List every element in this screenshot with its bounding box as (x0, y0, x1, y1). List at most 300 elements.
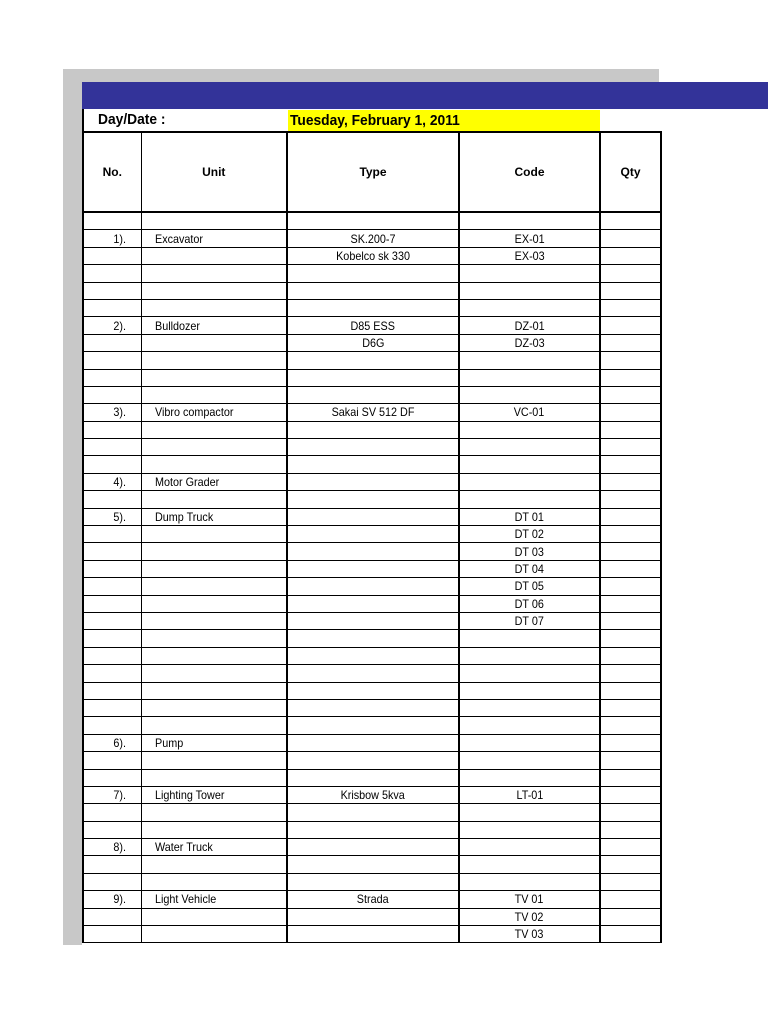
cell-no[interactable] (83, 873, 141, 890)
cell-qty[interactable] (600, 404, 661, 421)
cell-unit[interactable] (141, 352, 287, 369)
cell-code[interactable] (459, 612, 600, 629)
cell-no[interactable] (83, 526, 141, 543)
cell-no[interactable] (83, 665, 141, 682)
cell-code-text: DT 05 (514, 579, 545, 594)
cell-qty[interactable] (600, 421, 661, 438)
cell-unit[interactable] (141, 891, 287, 908)
cell-unit-text: Light Vehicle (154, 892, 216, 907)
cell-code[interactable] (459, 404, 600, 421)
cell-no[interactable] (83, 630, 141, 647)
cell-unit[interactable] (141, 439, 287, 456)
table-row (83, 839, 661, 856)
cell-no[interactable] (83, 543, 141, 560)
table-row (83, 439, 661, 456)
table-row (83, 734, 661, 751)
cell-type[interactable] (287, 543, 459, 560)
cell-unit[interactable] (141, 699, 287, 716)
cell-qty[interactable] (600, 247, 661, 264)
cell-code[interactable] (459, 334, 600, 351)
cell-no[interactable] (83, 839, 141, 856)
cell-unit[interactable] (141, 369, 287, 386)
cell-type[interactable] (287, 212, 459, 230)
cell-code[interactable] (459, 230, 600, 247)
cell-type[interactable] (287, 369, 459, 386)
cell-qty[interactable] (600, 369, 661, 386)
cell-unit[interactable] (141, 595, 287, 612)
cell-code[interactable] (459, 491, 600, 508)
table-row (83, 665, 661, 682)
cell-no[interactable] (83, 491, 141, 508)
cell-type[interactable] (287, 647, 459, 664)
cell-code-text: EX-01 (514, 231, 545, 246)
table-row (83, 491, 661, 508)
cell-qty[interactable] (600, 717, 661, 734)
table-row (83, 769, 661, 786)
cell-qty[interactable] (600, 612, 661, 629)
cell-unit[interactable] (141, 926, 287, 943)
cell-code[interactable] (459, 908, 600, 925)
cell-no[interactable] (83, 247, 141, 264)
table-row (83, 595, 661, 612)
cell-code-text: DT 03 (514, 544, 545, 559)
cell-unit[interactable] (141, 612, 287, 629)
cell-code[interactable] (459, 473, 600, 490)
cell-code[interactable] (459, 699, 600, 716)
cell-qty[interactable] (600, 317, 661, 334)
cell-no[interactable] (83, 421, 141, 438)
cell-code-text: EX-03 (514, 248, 545, 263)
date-value: Tuesday, February 1, 2011 (290, 112, 460, 129)
cell-type-text: D6G (361, 335, 385, 350)
cell-no[interactable] (83, 856, 141, 873)
table-row (83, 282, 661, 299)
cell-unit[interactable] (141, 769, 287, 786)
cell-type[interactable] (287, 891, 459, 908)
cell-type[interactable] (287, 439, 459, 456)
table-row (83, 873, 661, 890)
equipment-sheet (82, 109, 660, 943)
cell-qty[interactable] (600, 647, 661, 664)
cell-code[interactable] (459, 786, 600, 803)
table-row (83, 247, 661, 264)
cell-unit[interactable] (141, 908, 287, 925)
table-row (83, 386, 661, 403)
cell-unit-text: Dump Truck (154, 509, 213, 524)
cell-no[interactable] (83, 317, 141, 334)
cell-no[interactable] (83, 682, 141, 699)
cell-qty[interactable] (600, 456, 661, 473)
cell-no-text: 4). (113, 475, 127, 490)
cell-code[interactable] (459, 456, 600, 473)
cell-type[interactable] (287, 508, 459, 525)
cell-code-text: VC-01 (514, 405, 545, 420)
cell-qty[interactable] (600, 265, 661, 282)
cell-type[interactable] (287, 839, 459, 856)
cell-code[interactable] (459, 873, 600, 890)
cell-qty[interactable] (600, 299, 661, 316)
table-row (83, 682, 661, 699)
table-row (83, 334, 661, 351)
cell-type[interactable] (287, 560, 459, 577)
table-body (83, 212, 661, 943)
cell-no-text: 3). (113, 405, 127, 420)
date-value-cell[interactable] (288, 110, 600, 131)
cell-code[interactable] (459, 508, 600, 525)
cell-qty[interactable] (600, 891, 661, 908)
cell-unit[interactable] (141, 560, 287, 577)
cell-no[interactable] (83, 439, 141, 456)
cell-type-text: Krisbow 5kva (340, 788, 406, 803)
cell-no[interactable] (83, 212, 141, 230)
cell-code[interactable] (459, 369, 600, 386)
cell-qty[interactable] (600, 439, 661, 456)
date-row (82, 109, 660, 131)
cell-type[interactable] (287, 682, 459, 699)
cell-code[interactable] (459, 682, 600, 699)
cell-qty[interactable] (600, 595, 661, 612)
cell-qty[interactable] (600, 578, 661, 595)
cell-type[interactable] (287, 926, 459, 943)
cell-unit[interactable] (141, 456, 287, 473)
cell-code[interactable] (459, 856, 600, 873)
cell-no[interactable] (83, 282, 141, 299)
cell-no[interactable] (83, 386, 141, 403)
cell-qty[interactable] (600, 560, 661, 577)
cell-qty[interactable] (600, 873, 661, 890)
cell-code-text: TV 03 (515, 927, 544, 942)
cell-code[interactable] (459, 439, 600, 456)
cell-code[interactable] (459, 647, 600, 664)
cell-unit[interactable] (141, 212, 287, 230)
cell-type-text: D85 ESS (350, 318, 396, 333)
cell-unit[interactable] (141, 334, 287, 351)
cell-unit[interactable] (141, 856, 287, 873)
cell-unit[interactable] (141, 282, 287, 299)
cell-no-text: 2). (113, 318, 127, 333)
cell-no[interactable] (83, 508, 141, 525)
cell-type[interactable] (287, 804, 459, 821)
cell-no[interactable] (83, 734, 141, 751)
cell-code[interactable] (459, 839, 600, 856)
cell-qty[interactable] (600, 665, 661, 682)
cell-code[interactable] (459, 821, 600, 838)
cell-unit-text: Excavator (154, 231, 203, 246)
cell-type[interactable] (287, 352, 459, 369)
cell-code[interactable] (459, 595, 600, 612)
cell-code-text: TV 02 (515, 909, 544, 924)
cell-qty[interactable] (600, 734, 661, 751)
col-header-code: Code (459, 132, 600, 212)
table-row (83, 352, 661, 369)
cell-code[interactable] (459, 265, 600, 282)
cell-qty[interactable] (600, 821, 661, 838)
cell-unit[interactable] (141, 299, 287, 316)
table-row (83, 230, 661, 247)
cell-qty[interactable] (600, 839, 661, 856)
cell-qty[interactable] (600, 473, 661, 490)
cell-type[interactable] (287, 665, 459, 682)
cell-unit[interactable] (141, 317, 287, 334)
cell-qty[interactable] (600, 699, 661, 716)
table-row (83, 421, 661, 438)
cell-type[interactable] (287, 734, 459, 751)
cell-unit[interactable] (141, 665, 287, 682)
cell-no-text: 8). (113, 840, 127, 855)
table-row (83, 647, 661, 664)
cell-unit-text: Bulldozer (154, 318, 200, 333)
table-row (83, 804, 661, 821)
cell-no[interactable] (83, 404, 141, 421)
cell-qty[interactable] (600, 786, 661, 803)
cell-code[interactable] (459, 578, 600, 595)
table-row (83, 856, 661, 873)
col-header-qty: Qty (600, 132, 661, 212)
cell-no[interactable] (83, 456, 141, 473)
cell-unit[interactable] (141, 473, 287, 490)
cell-code[interactable] (459, 386, 600, 403)
cell-unit[interactable] (141, 752, 287, 769)
cell-type[interactable] (287, 473, 459, 490)
cell-code[interactable] (459, 526, 600, 543)
cell-no[interactable] (83, 769, 141, 786)
cell-qty[interactable] (600, 334, 661, 351)
cell-code[interactable] (459, 560, 600, 577)
cell-type[interactable] (287, 699, 459, 716)
cell-unit[interactable] (141, 786, 287, 803)
table-row (83, 526, 661, 543)
cell-no[interactable] (83, 595, 141, 612)
cell-no[interactable] (83, 369, 141, 386)
cell-unit[interactable] (141, 421, 287, 438)
col-header-type: Type (287, 132, 459, 212)
cell-type[interactable] (287, 265, 459, 282)
cell-code-text: DT 06 (514, 596, 545, 611)
cell-type[interactable] (287, 769, 459, 786)
cell-type[interactable] (287, 578, 459, 595)
cell-qty[interactable] (600, 908, 661, 925)
cell-no[interactable] (83, 786, 141, 803)
cell-no[interactable] (83, 265, 141, 282)
cell-code[interactable] (459, 352, 600, 369)
cell-type-text: SK.200-7 (350, 231, 396, 246)
title-band (82, 82, 768, 109)
table-row (83, 752, 661, 769)
cell-code[interactable] (459, 752, 600, 769)
cell-code[interactable] (459, 543, 600, 560)
cell-unit[interactable] (141, 734, 287, 751)
cell-no[interactable] (83, 699, 141, 716)
cell-qty[interactable] (600, 926, 661, 943)
table-row (83, 212, 661, 230)
cell-code[interactable] (459, 421, 600, 438)
cell-unit[interactable] (141, 526, 287, 543)
cell-no[interactable] (83, 908, 141, 925)
table-row (83, 317, 661, 334)
cell-qty[interactable] (600, 282, 661, 299)
table-row (83, 786, 661, 803)
cell-code[interactable] (459, 891, 600, 908)
cell-type[interactable] (287, 299, 459, 316)
cell-code[interactable] (459, 247, 600, 264)
cell-code[interactable] (459, 734, 600, 751)
cell-code-text: DZ-03 (514, 335, 545, 350)
cell-type[interactable] (287, 386, 459, 403)
cell-qty[interactable] (600, 856, 661, 873)
table-row (83, 926, 661, 943)
cell-no[interactable] (83, 752, 141, 769)
cell-qty[interactable] (600, 682, 661, 699)
cell-unit[interactable] (141, 839, 287, 856)
cell-type[interactable] (287, 421, 459, 438)
cell-type[interactable] (287, 856, 459, 873)
table-row (83, 612, 661, 629)
cell-no[interactable] (83, 230, 141, 247)
table-row (83, 456, 661, 473)
table-row (83, 299, 661, 316)
table-row (83, 908, 661, 925)
cell-unit-text: Vibro compactor (154, 405, 233, 420)
cell-no[interactable] (83, 804, 141, 821)
cell-unit[interactable] (141, 230, 287, 247)
cell-qty[interactable] (600, 386, 661, 403)
date-label: Day/Date : (98, 111, 166, 128)
cell-code[interactable] (459, 717, 600, 734)
cell-type[interactable] (287, 786, 459, 803)
cell-no[interactable] (83, 821, 141, 838)
cell-no[interactable] (83, 926, 141, 943)
table-row (83, 699, 661, 716)
table-row (83, 630, 661, 647)
cell-code-text: DT 04 (514, 562, 545, 576)
cell-type[interactable] (287, 491, 459, 508)
equipment-table (82, 131, 662, 943)
cell-unit[interactable] (141, 821, 287, 838)
cell-code-text: DT 01 (514, 509, 545, 524)
cell-code[interactable] (459, 282, 600, 299)
cell-qty[interactable] (600, 804, 661, 821)
cell-type[interactable] (287, 334, 459, 351)
cell-no[interactable] (83, 578, 141, 595)
cell-unit-text: Water Truck (154, 840, 213, 855)
cell-unit[interactable] (141, 404, 287, 421)
cell-type[interactable] (287, 873, 459, 890)
cell-qty[interactable] (600, 526, 661, 543)
cell-no[interactable] (83, 560, 141, 577)
cell-code[interactable] (459, 630, 600, 647)
cell-type[interactable] (287, 821, 459, 838)
cell-no-text: 9). (113, 892, 127, 907)
cell-no[interactable] (83, 352, 141, 369)
cell-unit[interactable] (141, 873, 287, 890)
cell-type[interactable] (287, 230, 459, 247)
table-row (83, 543, 661, 560)
cell-type[interactable] (287, 282, 459, 299)
cell-type[interactable] (287, 630, 459, 647)
cell-qty[interactable] (600, 491, 661, 508)
cell-code[interactable] (459, 926, 600, 943)
cell-qty[interactable] (600, 212, 661, 230)
cell-type-text: Sakai SV 512 DF (331, 405, 415, 420)
table-row (83, 821, 661, 838)
cell-type[interactable] (287, 595, 459, 612)
cell-qty[interactable] (600, 543, 661, 560)
cell-unit[interactable] (141, 543, 287, 560)
cell-type[interactable] (287, 526, 459, 543)
col-header-unit: Unit (141, 132, 287, 212)
table-row (83, 473, 661, 490)
cell-qty[interactable] (600, 630, 661, 647)
table-row (83, 717, 661, 734)
cell-type[interactable] (287, 456, 459, 473)
cell-type[interactable] (287, 717, 459, 734)
cell-no-text: 1). (113, 231, 127, 246)
cell-no[interactable] (83, 473, 141, 490)
cell-qty[interactable] (600, 230, 661, 247)
cell-type[interactable] (287, 404, 459, 421)
table-row (83, 404, 661, 421)
cell-type[interactable] (287, 317, 459, 334)
cell-no-text: 6). (113, 735, 127, 750)
cell-unit[interactable] (141, 508, 287, 525)
cell-code-text: DT 02 (514, 527, 545, 542)
table-row (83, 578, 661, 595)
table-row (83, 369, 661, 386)
table-row (83, 508, 661, 525)
cell-unit-text: Motor Grader (154, 475, 219, 490)
cell-no[interactable] (83, 717, 141, 734)
cell-unit[interactable] (141, 265, 287, 282)
cell-code[interactable] (459, 212, 600, 230)
cell-qty[interactable] (600, 352, 661, 369)
cell-unit[interactable] (141, 682, 287, 699)
cell-code[interactable] (459, 299, 600, 316)
cell-no[interactable] (83, 334, 141, 351)
cell-unit[interactable] (141, 630, 287, 647)
cell-code[interactable] (459, 769, 600, 786)
cell-no[interactable] (83, 891, 141, 908)
cell-unit[interactable] (141, 717, 287, 734)
cell-code[interactable] (459, 317, 600, 334)
cell-unit[interactable] (141, 386, 287, 403)
cell-type[interactable] (287, 247, 459, 264)
cell-qty[interactable] (600, 752, 661, 769)
cell-no-text: 5). (113, 509, 127, 524)
cell-unit[interactable] (141, 647, 287, 664)
cell-no[interactable] (83, 647, 141, 664)
cell-code-text: TV 01 (515, 892, 544, 907)
cell-code[interactable] (459, 665, 600, 682)
cell-type[interactable] (287, 612, 459, 629)
cell-qty[interactable] (600, 769, 661, 786)
cell-unit[interactable] (141, 578, 287, 595)
cell-no[interactable] (83, 612, 141, 629)
cell-type[interactable] (287, 752, 459, 769)
cell-type-text: Kobelco sk 330 (336, 248, 410, 263)
cell-type[interactable] (287, 908, 459, 925)
cell-unit[interactable] (141, 491, 287, 508)
cell-unit[interactable] (141, 247, 287, 264)
table-row (83, 891, 661, 908)
cell-unit[interactable] (141, 804, 287, 821)
table-row (83, 265, 661, 282)
table-row (83, 560, 661, 577)
cell-code-text: LT-01 (516, 788, 543, 803)
cell-qty[interactable] (600, 508, 661, 525)
cell-code[interactable] (459, 804, 600, 821)
cell-code-text: DT 07 (514, 614, 545, 629)
cell-no[interactable] (83, 299, 141, 316)
